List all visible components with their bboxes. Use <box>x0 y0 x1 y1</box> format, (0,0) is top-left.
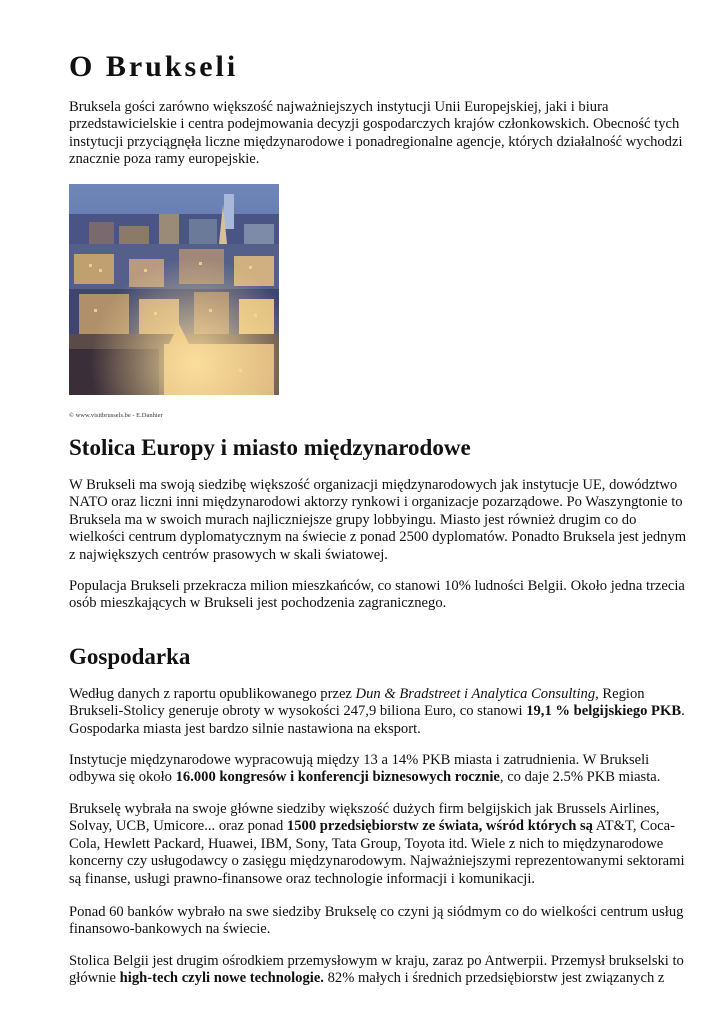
section-heading-capital: Stolica Europy i miasto międzynarodowe <box>69 435 471 460</box>
section1-paragraph-2: Populacja Brukseli przekracza milion mieszkańców, co stanowi 10% ludności Belgii. Około jedna trzecia osób mieszkających w Brukseli jest pochodzenia zagranicznego. <box>69 578 685 612</box>
intro-paragraph: Bruksela gości zarówno większość najważniejszych instytucji Unii Europejskiej, jaki i biura przedstawicielskie i centra podejmowania decyzji gospodarczych krajów członkowskich. Obecność tych instytucji przyciągnęła liczne międzynarodowe i ponadregionalne agencje, których działalność wychodzi znacznie poza ramy europejskie. <box>69 99 683 168</box>
section2-paragraph-4: Ponad 60 banków wybrało na swe siedziby Brukselę co czyni ją siódmym co do wielkości centrum usług finansowo-bankowych na świecie. <box>69 904 684 938</box>
page-title: O Brukseli <box>69 50 239 83</box>
section1-paragraph-1: W Brukseli ma swoją siedzibę większość organizacji międzynarodowych jak instytucje UE, dowództwo NATO oraz liczni inni międzynarodowi aktorzy rynkowi i organizacje pozarządowe. Po Waszyngtonie to Bruksela ma w swoich murach najliczniejsze grupy lobbyingu. Miasto jest również drugim co do wielkości centrum dyplomatycznym na świecie z ponad 2500 dyplomatów. Ponadto Bruksela jest jednym z największych centrów prasowych w skali światowej. <box>69 477 687 563</box>
brussels-city-photo <box>69 184 279 395</box>
section2-paragraph-3: Brukselę wybrała na swoje główne siedziby większość dużych firm belgijskich jak Brussels Airlines, Solvay, UCB, Umicore... oraz ponad 1500 przedsiębiorstw ze świata, wśród których są AT&T, Coca-Cola, Hewlett Packard, Huawei, IBM, Sony, Tata Group, Toyota itd. Wiele z nich to międzynarodowe koncerny czy usługodawcy o zasięgu międzynarodowym. Najważniejszymi reprezentowanymi sektorami są finanse, usługi prawno-finansowe oraz technologie informacji i komunikacji. <box>69 801 685 887</box>
photo-credit: © www.visitbrussels.be - E.Danhier <box>69 412 163 419</box>
section2-paragraph-2: Instytucje międzynarodowe wypracowują między 13 a 14% PKB miasta i zatrudnienia. W Brukseli odbywa się około 16.000 kongresów i konferencji biznesowych rocznie, co daje 2.5% PKB miasta. <box>69 752 661 786</box>
section-heading-economy: Gospodarka <box>69 644 191 669</box>
section2-paragraph-1: Według danych z raportu opublikowanego przez Dun & Bradstreet i Analytica Consulting, Region Brukseli-Stolicy generuje obroty w wysokości 247,9 biliona Euro, co stanowi 19,1 % belgijskiego PKB. Gospodarka miasta jest bardzo silnie nastawiona na eksport. <box>69 686 685 737</box>
section2-paragraph-5: Stolica Belgii jest drugim ośrodkiem przemysłowym w kraju, zaraz po Antwerpii. Przemysł brukselski to głównie high-tech czyli nowe technologie. 82% małych i średnich przedsiębiorstw jest związanych z <box>69 953 684 987</box>
